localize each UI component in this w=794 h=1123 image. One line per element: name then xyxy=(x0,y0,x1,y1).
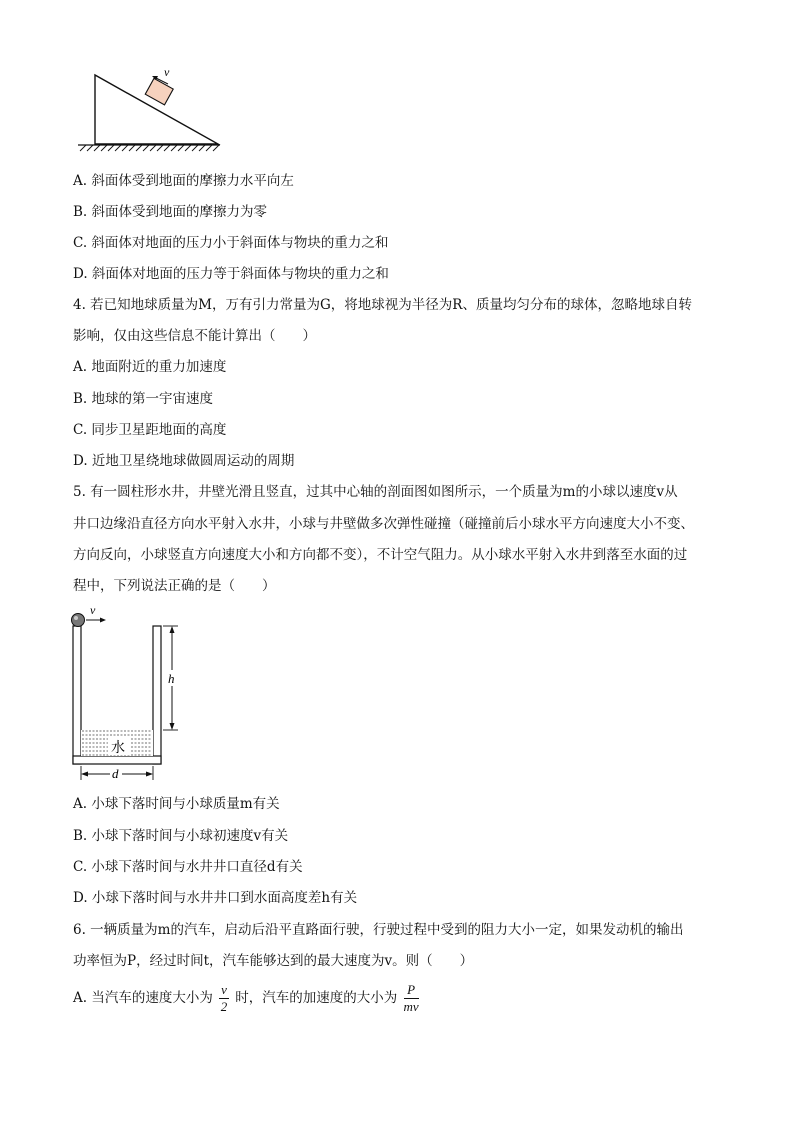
diameter-label: d xyxy=(112,766,119,780)
q5-option-c: C. 小球下落时间与水井井口直径d有关 xyxy=(73,859,303,875)
q5-stem-line1: 5. 有一圆柱形水井，井壁光滑且竖直，过其中心轴的剖面图如图所示，一个质量为m的小球以速度v从 xyxy=(73,484,678,500)
fraction-p-over-mv: $\frac{P}{mv}$ xyxy=(403,982,419,1014)
q4-option-b: B. 地球的第一宇宙速度 xyxy=(73,391,214,407)
q5-stem-line3: 方向反向，小球竖直方向速度大小和方向都不变），不计空气阻力。从小球水平射入水井到落至水面的过 xyxy=(73,547,688,563)
q5-stem-line4: 程中，下列说法正确的是（ ） xyxy=(73,578,276,594)
velocity-label: v xyxy=(164,65,170,79)
q4-option-c: C. 同步卫星距地面的高度 xyxy=(73,422,227,438)
q6-option-a-mid: 时，汽车的加速度的大小为 xyxy=(235,990,398,1006)
q3-option-a: A. 斜面体受到地面的摩擦力水平向左 xyxy=(73,173,294,189)
q4-option-a: A. 地面附近的重力加速度 xyxy=(73,359,227,375)
block xyxy=(145,78,173,104)
q3-option-d: D. 斜面体对地面的压力等于斜面体与物块的重力之和 xyxy=(73,266,389,282)
q3-option-b: B. 斜面体受到地面的摩擦力为零 xyxy=(73,204,268,220)
q5-option-a: A. 小球下落时间与小球质量m有关 xyxy=(73,796,280,812)
q6-stem-line1: 6. 一辆质量为m的汽车，启动后沿平直路面行驶，行驶过程中受到的阻力大小一定，如果发动机的输出 xyxy=(73,922,684,938)
fraction-v-over-2: $\frac{v}{2}$ xyxy=(220,982,228,1014)
well-figure xyxy=(66,600,196,780)
water-label: 水 xyxy=(111,740,125,756)
q6-option-a-pre: A. 当汽车的速度大小为 xyxy=(73,990,213,1006)
q5-option-b: B. 小球下落时间与小球初速度v有关 xyxy=(73,828,289,844)
q4-option-d: D. 近地卫星绕地球做圆周运动的周期 xyxy=(73,453,295,469)
q6-stem-line2: 功率恒为P，经过时间t，汽车能够达到的最大速度为v。则（ ） xyxy=(73,953,474,969)
q3-option-c: C. 斜面体对地面的压力小于斜面体与物块的重力之和 xyxy=(73,235,389,251)
q5-option-d: D. 小球下落时间与水井井口到水面高度差h有关 xyxy=(73,890,358,906)
incline-figure xyxy=(70,62,230,162)
q5-stem-line2: 井口边缘沿直径方向水平射入水井，小球与井壁做多次弹性碰撞（碰撞前后小球水平方向速度大小不变、 xyxy=(73,516,694,532)
ball xyxy=(72,614,85,627)
well-velocity-label: v xyxy=(90,603,96,617)
q4-stem-line1: 4. 若已知地球质量为M，万有引力常量为G，将地球视为半径为R、质量均匀分布的球体，忽略地球自转 xyxy=(73,297,692,313)
height-label: h xyxy=(168,671,175,686)
q6-option-a xyxy=(73,982,421,1015)
q4-stem-line2: 影响，仅由这些信息不能计算出（ ） xyxy=(73,328,316,344)
